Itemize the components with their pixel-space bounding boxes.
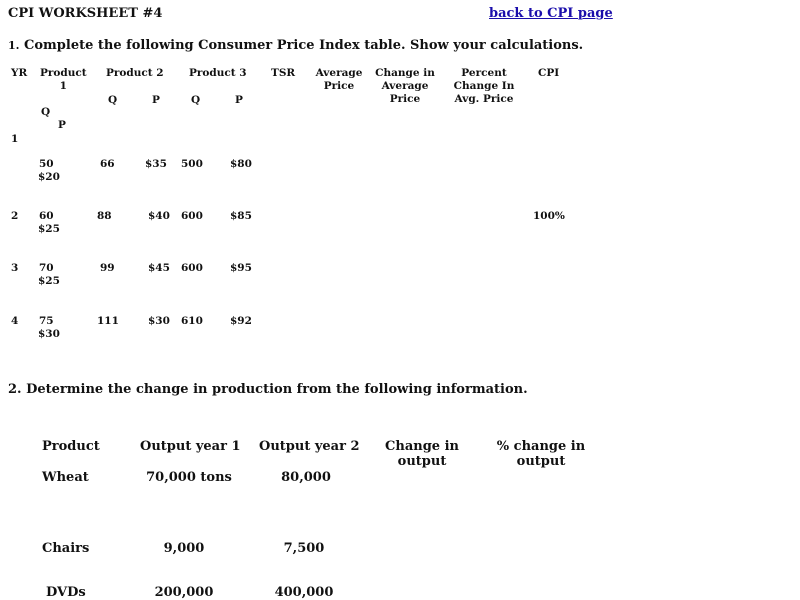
row4-product2-p: $30 — [148, 315, 170, 327]
q2-header-percent-change — [494, 439, 588, 469]
q2-row2-output1: 9,000 — [163, 541, 205, 556]
header-average-price — [312, 67, 366, 93]
question1-prompt — [8, 38, 583, 53]
header-product2-p: P — [152, 94, 160, 106]
row2-product3-q: 600 — [181, 210, 203, 222]
header-tsr: TSR — [271, 67, 296, 79]
q2-header-change-line1: Change in — [385, 439, 459, 454]
q2-row3-output1: 200,000 — [154, 585, 214, 600]
row2-product1-q: 60 — [39, 210, 54, 222]
header-cpi: CPI — [538, 67, 560, 79]
header-change-average-price — [373, 67, 437, 106]
row1-product3-p: $80 — [230, 158, 252, 170]
row4-yr: 4 — [11, 315, 19, 327]
row4-product1-q: 75 — [39, 315, 54, 327]
header-product2-q: Q — [108, 94, 118, 106]
q2-row2-product: Chairs — [42, 541, 90, 556]
q2-header-percent-line2: output — [516, 454, 566, 469]
header-product1-line1: Product — [40, 67, 87, 79]
row1-product1-p: $20 — [38, 171, 60, 183]
header-yr: YR — [11, 67, 28, 79]
header-product3: Product 3 — [189, 67, 247, 79]
row4-product2-q: 111 — [97, 315, 119, 327]
header-product1-line2: 1 — [59, 80, 67, 92]
q2-header-product: Product — [42, 439, 100, 454]
row2-cpi: 100% — [533, 210, 565, 222]
row4-product1-p: $30 — [38, 328, 60, 340]
back-to-cpi-link[interactable]: back to CPI page — [489, 6, 613, 21]
row1-product1-q: 50 — [39, 158, 54, 170]
row2-product2-p: $40 — [148, 210, 170, 222]
header-product3-q: Q — [191, 94, 201, 106]
q2-row3-output2: 400,000 — [274, 585, 334, 600]
row1-yr: 1 — [11, 133, 19, 145]
row4-product3-q: 610 — [181, 315, 203, 327]
q2-header-output-year1: Output year 1 — [140, 439, 241, 454]
q2-header-percent-line1: % change in — [496, 439, 586, 454]
row1-product3-q: 500 — [181, 158, 203, 170]
page-title: CPI WORKSHEET #4 — [8, 6, 163, 21]
question1-text: Complete the following Consumer Price Index table. Show your calculations. — [24, 38, 584, 53]
row3-product1-q: 70 — [39, 262, 54, 274]
row2-product2-q: 88 — [97, 210, 112, 222]
header-product2: Product 2 — [106, 67, 164, 79]
question2-prompt: 2. Determine the change in production from the following information. — [8, 382, 528, 397]
row2-product3-p: $85 — [230, 210, 252, 222]
q2-row1-output1: 70,000 tons — [146, 470, 232, 485]
row3-product3-p: $95 — [230, 262, 252, 274]
header-average-price-line1: Average — [315, 67, 363, 79]
header-change-line2: Average — [381, 80, 429, 92]
q2-row1-output2: 80,000 — [281, 470, 331, 485]
header-percent-change — [451, 67, 517, 106]
q2-header-change-output — [380, 439, 464, 469]
header-product1-p: P — [58, 119, 66, 131]
q2-header-change-line2: output — [397, 454, 447, 469]
header-product1 — [40, 67, 87, 93]
row3-yr: 3 — [11, 262, 19, 274]
row2-product1-p: $25 — [38, 223, 60, 235]
header-percent-line3: Avg. Price — [454, 93, 514, 105]
header-percent-line1: Percent — [461, 67, 507, 79]
header-percent-line2: Change In — [453, 80, 515, 92]
q2-row2-output2: 7,500 — [283, 541, 325, 556]
q2-row3-product: DVDs — [46, 585, 86, 600]
row3-product3-q: 600 — [181, 262, 203, 274]
row1-product2-p: $35 — [145, 158, 167, 170]
header-change-line1: Change in — [375, 67, 435, 79]
q2-header-output-year2: Output year 2 — [259, 439, 360, 454]
row1-product2-q: 66 — [100, 158, 115, 170]
row3-product2-q: 99 — [100, 262, 115, 274]
row2-yr: 2 — [11, 210, 19, 222]
q2-row1-product: Wheat — [42, 470, 89, 485]
row4-product3-p: $92 — [230, 315, 252, 327]
question1-number: 1. — [8, 39, 20, 52]
row3-product1-p: $25 — [38, 275, 60, 287]
row3-product2-p: $45 — [148, 262, 170, 274]
header-product1-q: Q — [41, 106, 51, 118]
header-change-line3: Price — [389, 93, 421, 105]
header-average-price-line2: Price — [323, 80, 355, 92]
header-product3-p: P — [235, 94, 243, 106]
